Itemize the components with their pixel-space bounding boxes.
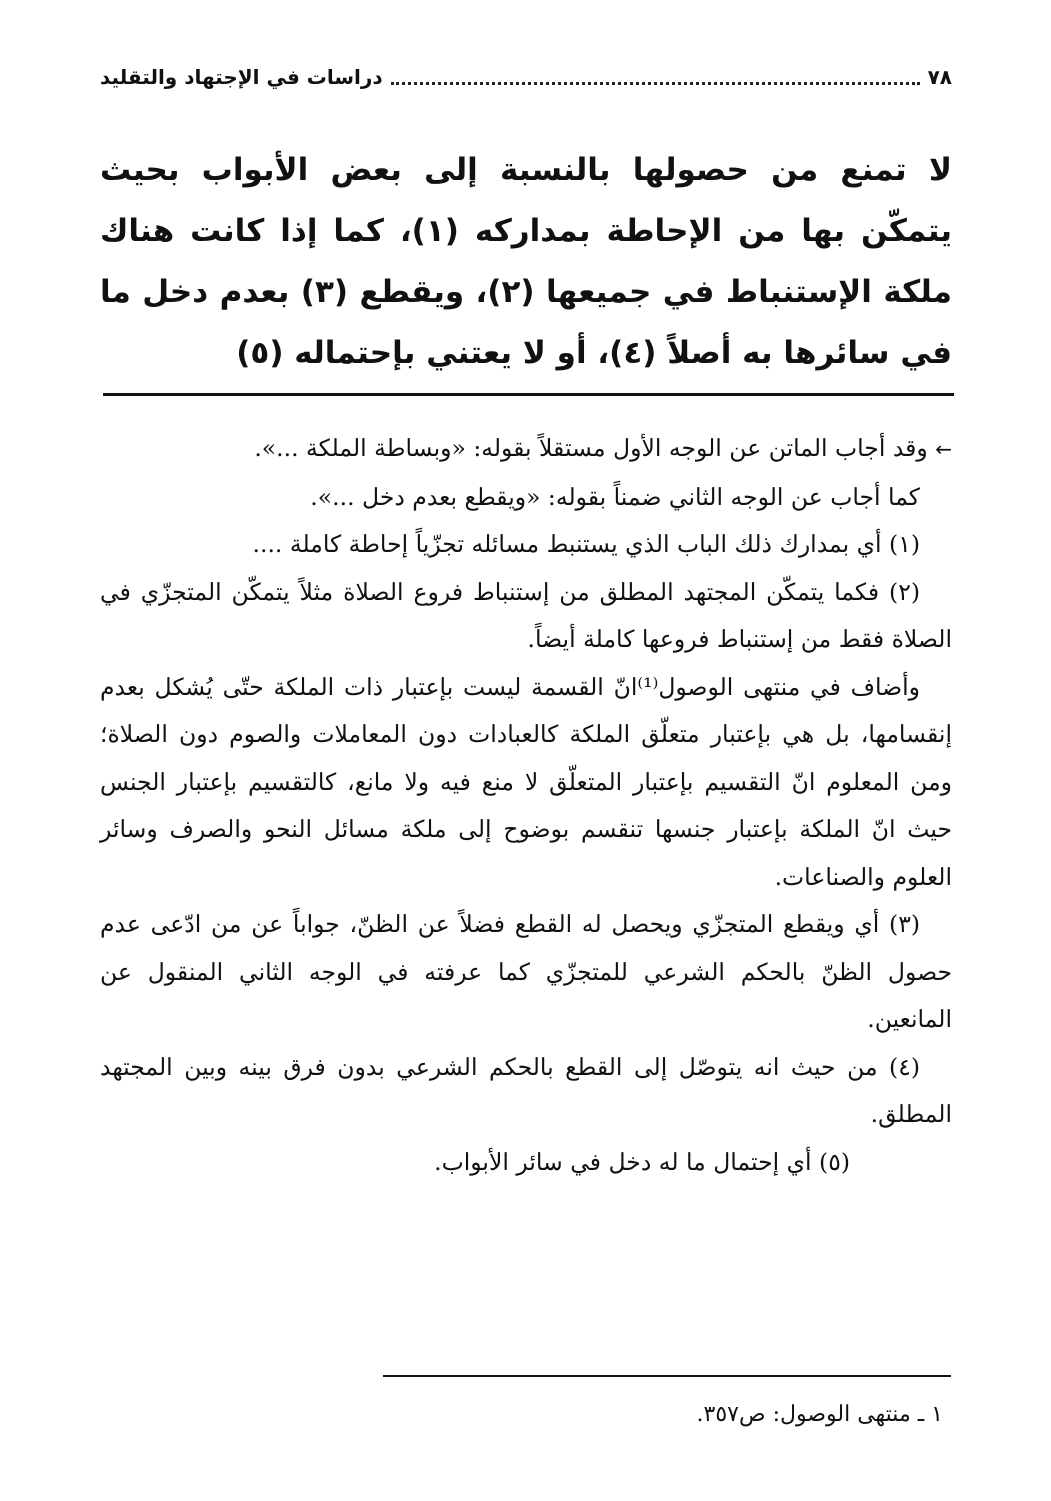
note-2: (٢) فكما يتمكّن المجتهد المطلق من إستنباط فروع الصلاة مثلاً يتمكّن المتجزّي في الصلاة فقط من إستنباط فروعها كاملة أيضاً. <box>100 577 952 653</box>
note-5: (٥) أي إحتمال ما له دخل في سائر الأبواب. <box>434 1147 850 1176</box>
dotted-leader <box>391 82 920 85</box>
note-3: (٣) أي ويقطع المتجزّي ويحصل له القطع فضلاً عن الظنّ، جواباً عن من ادّعى عدم حصول الظنّ بالحكم الشرعي للمتجزّي كما عرفته في الوجه الثاني المنقول عن المانعين. <box>100 910 952 1033</box>
note-1: (١) أي بمدارك ذلك الباب الذي يستنبط مسائله تجزّياً إحاطة كاملة .... <box>252 530 920 558</box>
footnote-divider <box>383 1375 951 1377</box>
commentary-notes <box>100 425 952 1186</box>
note-2-continuation: وأضاف في منتهى الوصول⁽¹⁾انّ القسمة ليست بإعتبار ذات الملكة حتّى يُشكل بعدم إنقسامها، بل هي بإعتبار متعلّق الملكة كالعبادات دون المعاملات والصوم دون الصلاة؛ ومن المعلوم انّ التقسيم بإعتبار المتعلّق لا منع فيه ولا مانع، كالتقسيم بإعتبار الجنس حيث انّ الملكة بإعتبار جنسها تنقسم بوضوح إلى ملكة مسائل النحو والصرف وسائر العلوم والصناعات. <box>100 672 953 891</box>
continuation-arrow-icon: ← <box>935 437 952 461</box>
main-text: لا تمنع من حصولها بالنسبة إلى بعض الأبواب بحيث يتمكّن بها من الإحاطة بمداركه (١)، كما إذا كانت هناك ملكة الإستنباط في جميعها (٢)، ويقطع (٣) بعدم دخل ما في سائرها به أصلاً (٤)، أو لا يعتني بإحتماله (٥) <box>100 152 952 371</box>
note-4: (٤) من حيث انه يتوصّل إلى القطع بالحكم الشرعي بدون فرق بينه وبين المجتهد المطلق. <box>100 1052 952 1128</box>
continuation-line-2: كما أجاب عن الوجه الثاني ضمناً بقوله: «ويقطع بعدم دخل ...». <box>310 482 920 511</box>
footnote-1: ١ ـ منتهى الوصول: ص٣٥٧. <box>696 1402 943 1427</box>
continuation-text-1: وقد أجاب الماتن عن الوجه الأول مستقلاً بقوله: «وبساطة الملكة ...». <box>254 434 928 462</box>
page-number: ٧٨ <box>927 65 952 89</box>
notes-divider <box>103 393 954 396</box>
book-title: دراسات في الإجتهاد والتقليد <box>100 65 383 89</box>
continuation-line-1 <box>100 425 952 474</box>
running-header <box>100 60 952 94</box>
